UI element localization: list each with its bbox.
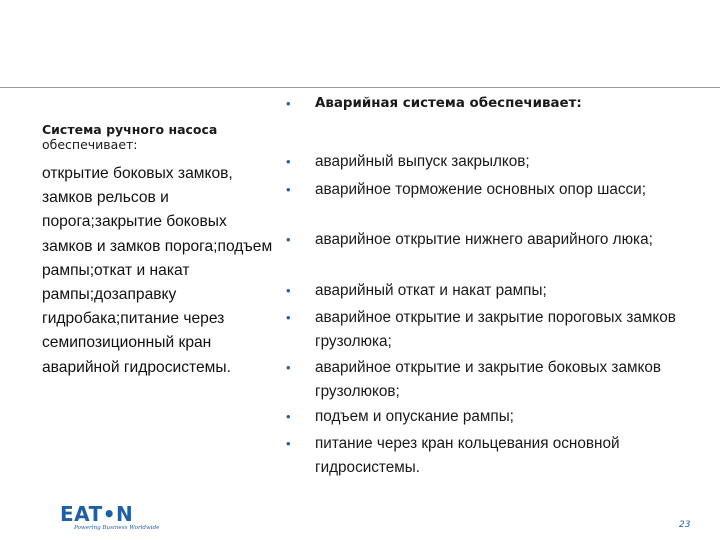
bullet-item-text: аварийное торможение основных опор шасси; [315, 181, 646, 198]
bullet-dot: • [286, 96, 291, 111]
bullet-dot: • [286, 360, 291, 375]
bullet-item [286, 405, 686, 429]
bullet-item-text: подъем и опускание рампы; [315, 408, 514, 425]
bullet-dot: • [286, 154, 291, 169]
bullet-item [286, 279, 686, 303]
bullet-item [286, 306, 686, 354]
left-title-rest: обеспечивает: [42, 137, 138, 152]
bullet-item-text: аварийное открытие нижнего аварийного люка; [315, 231, 653, 248]
bullet-item-text: аварийное открытие и закрытие боковых замков грузолюков; [315, 359, 661, 400]
bullet-dot: • [286, 310, 291, 325]
logo-wordmark: EAT•N [60, 502, 134, 526]
bullet-heading [286, 92, 686, 116]
bullet-dot: • [286, 182, 291, 197]
bullet-dot: • [286, 409, 291, 424]
bullet-item-text: аварийное открытие и закрытие пороговых замков грузолюка; [315, 309, 676, 350]
bullet-item [286, 432, 686, 480]
bullet-dot: • [286, 436, 291, 451]
bullet-heading-text: Аварийная система обеспечивает: [315, 96, 582, 111]
bullet-item [286, 178, 686, 202]
left-title-bold: Система ручного насоса [42, 122, 218, 137]
bullet-dot: • [286, 232, 291, 247]
bullet-item [286, 228, 686, 252]
left-column [42, 122, 274, 380]
header-divider [0, 87, 720, 88]
bullet-item-text: аварийный откат и накат рампы; [315, 282, 547, 299]
eaton-logo [60, 504, 160, 536]
page-number: 23 [679, 520, 691, 530]
left-title [42, 122, 274, 152]
left-body-text: открытие боковых замков, замков рельсов и порога;закрытие боковых замков и замков порога;подъем рампы;откат и накат рампы;дозаправку гидробака;питание через семипозиционный кран аварийной гидросистемы. [42, 165, 273, 376]
bullet-item [286, 150, 686, 174]
bullet-item-text: аварийный выпуск закрылков; [315, 153, 530, 170]
bullet-item-text: питание через кран кольцевания основной гидросистемы. [315, 435, 620, 476]
bullet-item [286, 356, 686, 404]
bullet-dot: • [286, 283, 291, 298]
logo-tagline: Powering Business Worldwide [74, 525, 160, 531]
